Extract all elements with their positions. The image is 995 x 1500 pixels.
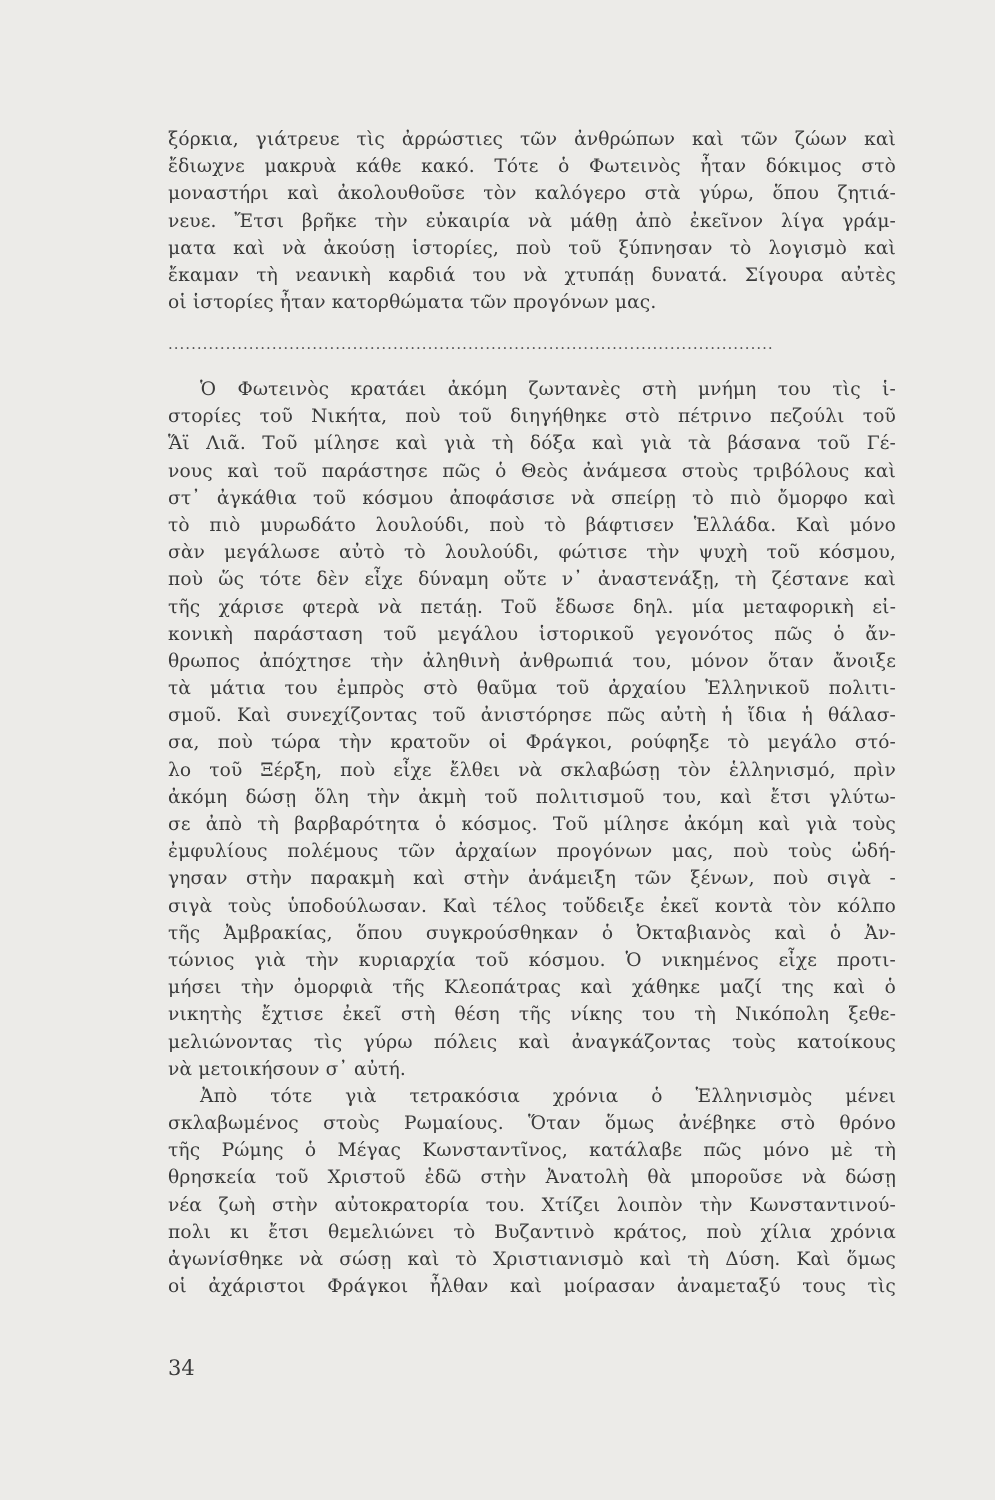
text-line: σε ἀπὸ τὴ βαρβαρότητα ὁ κόσμος. Τοῦ μίλησε ἀκόμη καὶ γιὰ τοὺς — [168, 814, 896, 835]
text-line: λο τοῦ Ξέρξη, ποὺ εἶχε ἔλθει νὰ σκλαβώσῃ τὸν ἑλληνισμό, πρὶν — [168, 759, 896, 781]
text-line: οἱ ἱστορίες ἦταν κατορθώματα τῶν προγόνων μας. — [168, 292, 657, 314]
text-line: νὰ μετοικήσουν σ᾽ αὐτή. — [168, 1058, 406, 1080]
text-line: τὸ πιὸ μυρωδάτο λουλούδι, ποὺ τὸ βάφτισεν Ἑλλάδα. Καὶ μόνο — [168, 514, 896, 536]
text-line: νευε. Ἔτσι βρῆκε τὴν εὐκαιρία νὰ μάθῃ ἀπὸ ἐκεῖνον λίγα γράμ- — [168, 210, 896, 232]
text-line: ματα καὶ νὰ ἀκούσῃ ἱστορίες, ποὺ τοῦ ξύπνησαν τὸ λογισμὸ καὶ — [168, 237, 896, 259]
text-line: γησαν στὴν παρακμὴ καὶ στὴν ἀνάμειξη τῶν ξένων, ποὺ σιγὰ - — [168, 868, 896, 890]
text-line: Ἀπὸ τότε γιὰ τετρακόσια χρόνια ὁ Ἑλληνισμὸς μένει — [200, 1085, 896, 1107]
text-line: θρωπος ἀπόχτησε τὴν ἀληθινὴ ἀνθρωπιά του, μόνον ὅταν ἄνοιξε — [168, 650, 896, 672]
text-line: τῆς Ἀμβρακίας, ὅπου συγκρούσθηκαν ὁ Ὀκταβιανὸς καὶ ὁ Ἀν- — [168, 922, 896, 944]
text-line: νικητὴς ἔχτισε ἐκεῖ στὴ θέση τῆς νίκης του τὴ Νικόπολη ξεθε- — [168, 1004, 896, 1026]
text-line: ποὺ ὥς τότε δὲν εἶχε δύναμη οὔτε ν᾽ ἀναστενάξῃ, τὴ ζέστανε καὶ — [168, 569, 896, 591]
text-line: τῆς Ρώμης ὁ Μέγας Κωνσταντῖνος, κατάλαβε πῶς μόνο μὲ τὴ — [168, 1140, 896, 1162]
text-line: Ἅϊ Λιᾶ. Τοῦ μίλησε καὶ γιὰ τὴ δόξα καὶ γιὰ τὰ βάσανα τοῦ Γέ- — [168, 433, 896, 455]
text-line: ἔκαμαν τὴ νεανικὴ καρδιά του νὰ χτυπάῃ δυνατά. Σίγουρα αὐτὲς — [168, 264, 896, 286]
paragraph-1 — [168, 126, 896, 316]
text-line: οἱ ἀχάριστοι Φράγκοι ἦλθαν καὶ μοίρασαν ἀναμεταξύ τους τὶς — [168, 1276, 896, 1298]
text-line: σὰν μεγάλωσε αὐτὸ τὸ λουλούδι, φώτισε τὴν ψυχὴ τοῦ κόσμου, — [168, 542, 896, 564]
text-line: ἀκόμη δώσῃ ὅλη τὴν ἀκμὴ τοῦ πολιτισμοῦ του, καὶ ἔτσι γλύτω- — [168, 786, 896, 808]
text-line: νους καὶ τοῦ παράστησε πῶς ὁ Θεὸς ἀνάμεσα στοὺς τριβόλους καὶ — [168, 460, 896, 482]
text-line: σα, ποὺ τώρα τὴν κρατοῦν οἱ Φράγκοι, ρούφηξε τὸ μεγάλο στό- — [168, 732, 896, 754]
text-line: Ὁ Φωτεινὸς κρατάει ἀκόμη ζωντανὲς στὴ μνήμη του τὶς ἱ- — [200, 379, 896, 400]
text-line: ἔδιωχνε μακρυὰ κάθε κακό. Τότε ὁ Φωτεινὸς ἦταν δόκιμος στὸ — [168, 156, 896, 178]
paragraph-2 — [168, 376, 896, 1300]
text-line: ἀγωνίσθηκε νὰ σώσῃ καὶ τὸ Χριστιανισμὸ καὶ τὴ Δύση. Καὶ ὅμως — [168, 1249, 896, 1270]
dotted-separator: ......................................................................................................... — [168, 335, 774, 353]
text-line: σμοῦ. Καὶ συνεχίζοντας τοῦ ἀνιστόρησε πῶς αὐτὴ ἡ ἴδια ἡ θάλασ- — [168, 705, 896, 727]
text-line: τὰ μάτια του ἐμπρὸς στὸ θαῦμα τοῦ ἀρχαίου Ἑλληνικοῦ πολιτι- — [168, 678, 896, 700]
text-line: πολι κι ἔτσι θεμελιώνει τὸ Βυζαντινὸ κράτος, ποὺ χίλια χρόνια — [168, 1221, 896, 1243]
text-line: σιγὰ τοὺς ὑποδούλωσαν. Καὶ τέλος τοὔδειξε ἐκεῖ κοντὰ τὸν κόλπο — [168, 895, 896, 917]
text-line: νέα ζωὴ στὴν αὐτοκρατορία του. Χτίζει λοιπὸν τὴν Κωνσταντινού- — [168, 1194, 896, 1216]
text-line: τῆς χάρισε φτερὰ νὰ πετάῃ. Τοῦ ἔδωσε δηλ. μία μεταφορικὴ εἰ- — [168, 596, 896, 618]
page-number: 34 — [168, 1356, 195, 1380]
text-line: κονικὴ παράσταση τοῦ μεγάλου ἱστορικοῦ γεγονότος πῶς ὁ ἄν- — [168, 623, 896, 645]
text-line: θρησκεία τοῦ Χριστοῦ ἐδῶ στὴν Ἀνατολὴ θὰ μποροῦσε νὰ δώσῃ — [168, 1167, 896, 1189]
text-line: στορίες τοῦ Νικήτα, ποὺ τοῦ διηγήθηκε στὸ πέτρινο πεζούλι τοῦ — [168, 406, 896, 428]
text-line: ξόρκια, γιάτρευε τὶς ἀρρώστιες τῶν ἀνθρώπων καὶ τῶν ζώων καὶ — [168, 129, 896, 150]
text-line: μήσει τὴν ὀμορφιὰ τῆς Κλεοπάτρας καὶ χάθηκε μαζί της καὶ ὁ — [168, 977, 896, 999]
text-line: μελιώνοντας τὶς γύρω πόλεις καὶ ἀναγκάζοντας τοὺς κατοίκους — [168, 1031, 896, 1053]
text-line: τώνιος γιὰ τὴν κυριαρχία τοῦ κόσμου. Ὁ νικημένος εἶχε προτι- — [168, 949, 896, 971]
text-line: σκλαβωμένος στοὺς Ρωμαίους. Ὅταν ὅμως ἀνέβηκε στὸ θρόνο — [168, 1113, 896, 1135]
text-line: ἐμφυλίους πολέμους τῶν ἀρχαίων προγόνων μας, ποὺ τοὺς ὡδή- — [168, 841, 896, 863]
text-line: μοναστήρι καὶ ἀκολουθοῦσε τὸν καλόγερο στὰ γύρω, ὅπου ζητιά- — [168, 183, 896, 205]
text-line: στ᾽ ἀγκάθια τοῦ κόσμου ἀποφάσισε νὰ σπείρῃ τὸ πιὸ ὄμορφο καὶ — [168, 487, 896, 509]
